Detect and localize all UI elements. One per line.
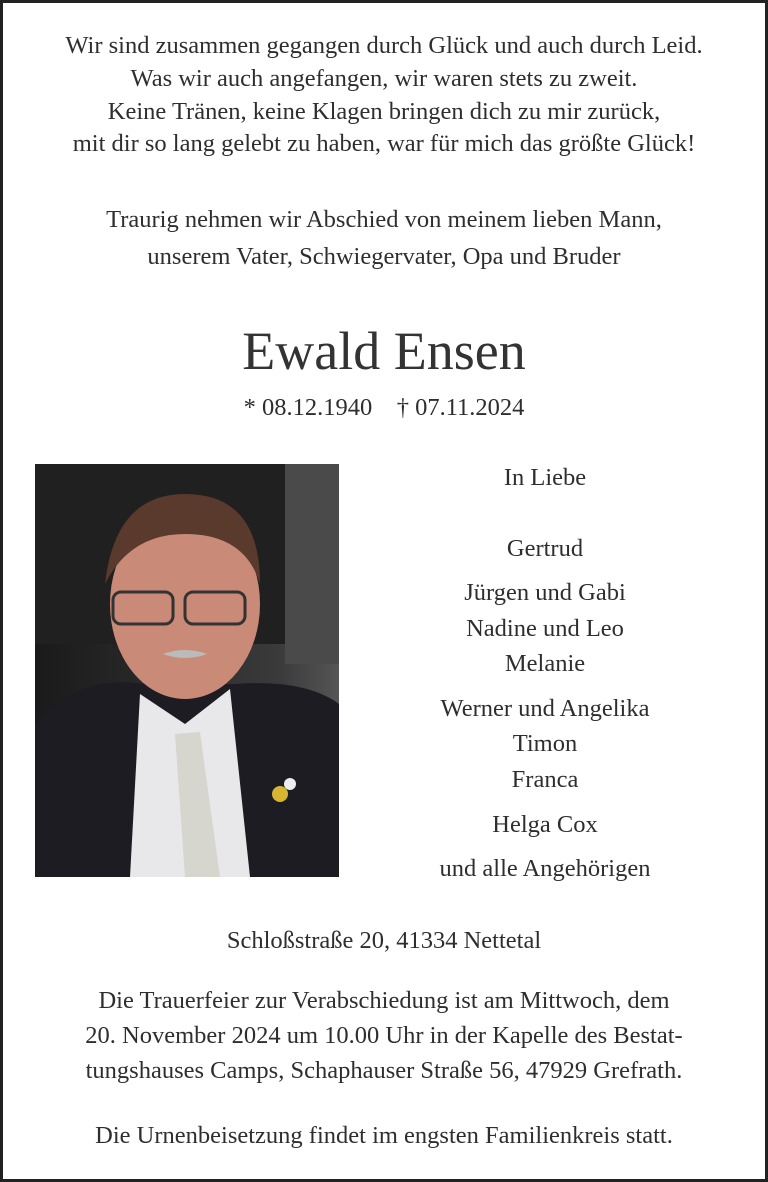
birth-date: * 08.12.1940 bbox=[243, 394, 373, 421]
portrait-photo bbox=[35, 464, 339, 877]
poem-line: Wir sind zusammen gegangen durch Glück und auch durch Leid. bbox=[65, 32, 703, 59]
mourner: Jürgen und Gabi bbox=[464, 579, 626, 606]
poem-line: mit dir so lang gelebt zu haben, war für mich das größte Glück! bbox=[72, 130, 696, 157]
ceremony-line: Die Trauerfeier zur Verabschiedung ist am Mittwoch, dem bbox=[98, 987, 670, 1014]
intro-line: Traurig nehmen wir Abschied von meinem lieben Mann, bbox=[106, 206, 662, 233]
poem-line: Was wir auch angefangen, wir waren stets zu zweit. bbox=[130, 65, 638, 92]
mourners-heading: In Liebe bbox=[503, 464, 587, 491]
intro-line: unserem Vater, Schwiegervater, Opa und Bruder bbox=[147, 243, 621, 270]
mourner: Werner und Angelika bbox=[440, 695, 650, 722]
death-date: † 07.11.2024 bbox=[396, 394, 525, 421]
poem-line: Keine Tränen, keine Klagen bringen dich zu mir zurück, bbox=[107, 98, 661, 125]
mourner: Nadine und Leo bbox=[466, 615, 624, 642]
life-dates bbox=[0, 396, 768, 421]
mourner: Helga Cox bbox=[492, 811, 598, 838]
mourner: Franca bbox=[511, 766, 579, 793]
mourner: und alle Angehörigen bbox=[439, 855, 651, 882]
ceremony-line: tungshauses Camps, Schaphauser Straße 56, 47929 Grefrath. bbox=[85, 1057, 683, 1084]
mourner: Melanie bbox=[504, 650, 586, 677]
mourner: Timon bbox=[512, 730, 578, 757]
portrait-image bbox=[35, 464, 339, 877]
ceremony-line: 20. November 2024 um 10.00 Uhr in der Kapelle des Bestat- bbox=[85, 1022, 683, 1049]
deceased-name: Ewald Ensen bbox=[242, 321, 526, 381]
burial-note: Die Urnenbeisetzung findet im engsten Familienkreis statt. bbox=[95, 1122, 673, 1149]
mourner: Gertrud bbox=[506, 535, 584, 562]
address: Schloßstraße 20, 41334 Nettetal bbox=[226, 927, 542, 954]
